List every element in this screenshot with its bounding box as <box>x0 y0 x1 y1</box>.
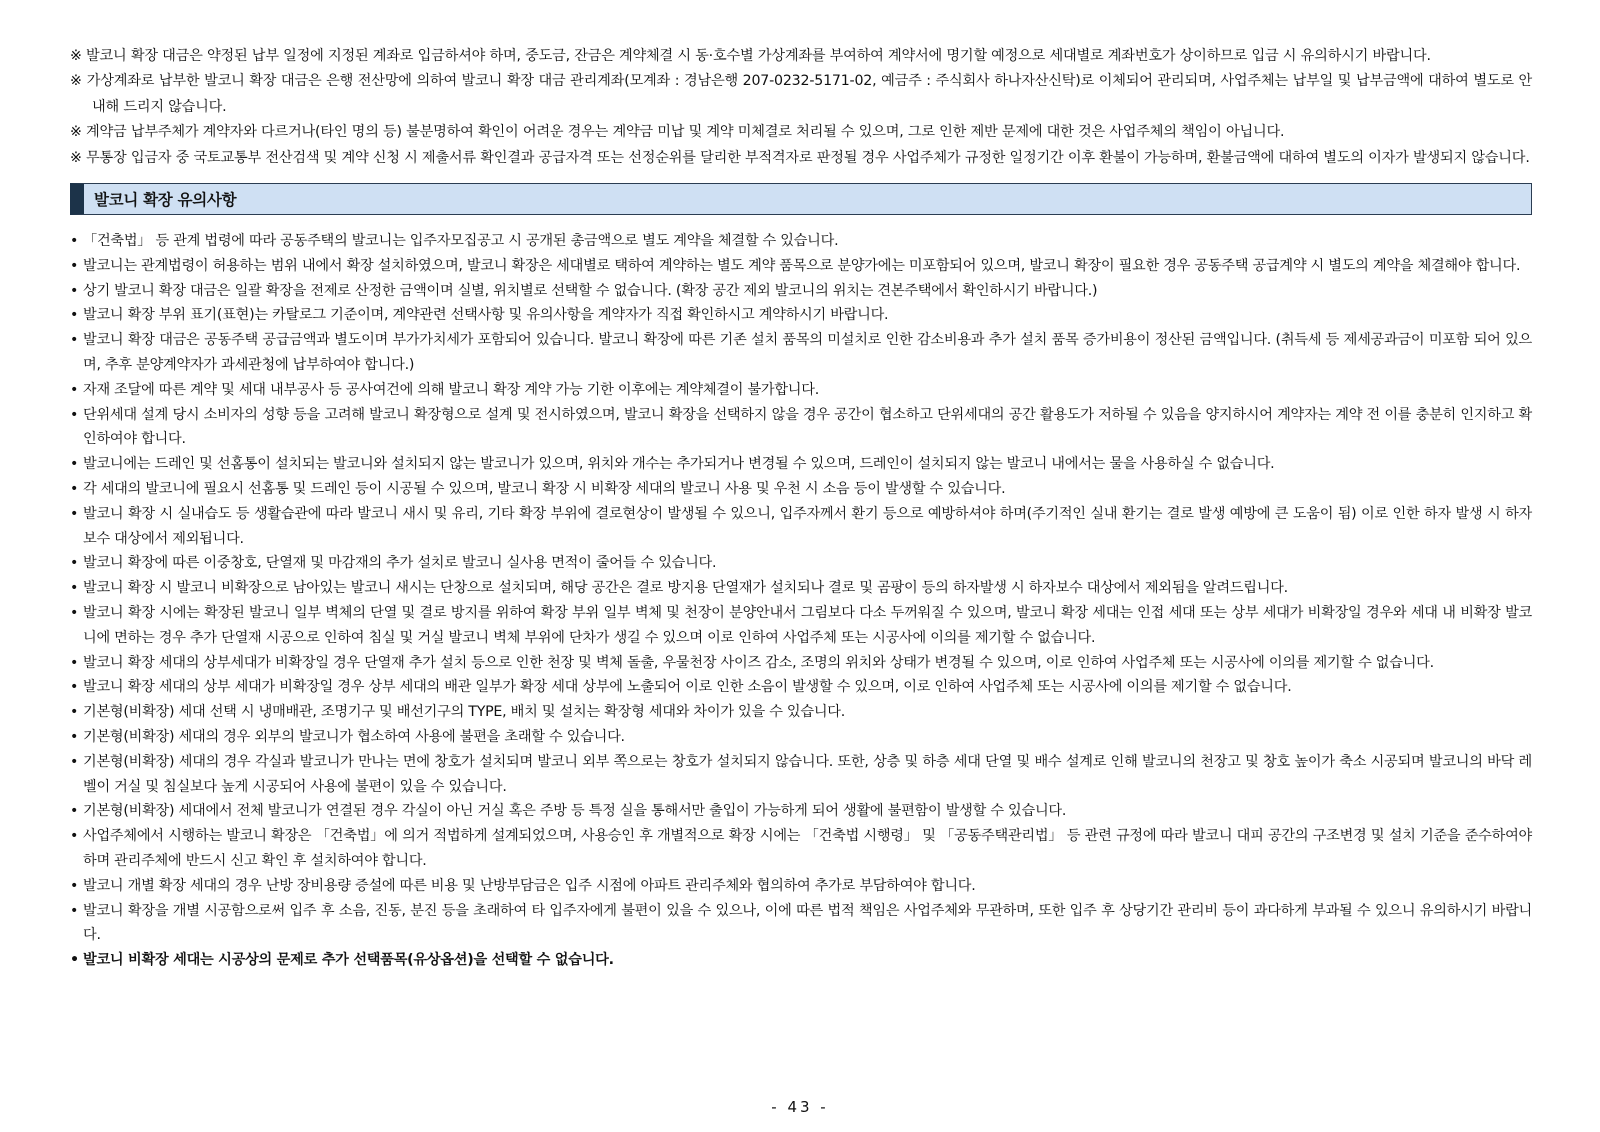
section-title: 발코니 확장 유의사항 <box>94 191 237 210</box>
list-item: • 발코니 확장 부위 표기(표현)는 카탈로그 기준이며, 계약관련 선택사항 및 유의사항을 계약자가 직접 확인하시고 계약하시기 바랍니다. <box>70 307 889 324</box>
list-item: • 기본형(비확장) 세대의 경우 각실과 발코니가 만나는 면에 창호가 설치되며 발코니 외부 쪽으로는 창호가 설치되지 않습니다. 또한, 상층 및 하층 세대 단열 및 배수 설계로 인해 발코니의 천장고 및 창호 높이가 축소 시공되며 발코니의 바닥 레벨이 거실 및 침실보다 높게 시공되어 사용에 불편이 있을 수 있습니다. <box>70 753 1532 795</box>
list-item: • 각 세대의 발코니에 필요시 선홈통 및 드레인 등이 시공될 수 있으며, 발코니 확장 시 비확장 세대의 발코니 사용 및 우천 시 소음 등이 발생할 수 있습니다. <box>70 481 1006 497</box>
list-item: • 발코니에는 드레인 및 선홈통이 설치되는 발코니와 설치되지 않는 발코니가 있으며, 위치와 개수는 추가되거나 변경될 수 있으며, 드레인이 설치되지 않는 발코니 내에서는 물을 사용하실 수 없습니다. <box>70 456 1275 473</box>
note-item: ※ 가상계좌로 납부한 발코니 확장 대금은 은행 전산망에 의하여 발코니 확장 대금 관리계좌(모계좌 : 경남은행 207-0232-5171-02, 예금주 : 주식회사 하나자산신탁)로 이체되어 관리되며, 사업주체는 납부일 및 납부금액에 대하여 별도로 안내해 드리지 않습니다. <box>70 73 1532 115</box>
list-item: • 사업주체에서 시행하는 발코니 확장은 「건축법」에 의거 적법하게 설계되었으며, 사용승인 후 개별적으로 확장 시에는 「건축법 시행령」 및 「공동주택관리법」 등 관련 규정에 따라 발코니 대피 공간의 구조변경 및 설치 기준을 준수하여야 하며 관리주체에 반드시 신고 확인 후 설치하여야 합니다. <box>70 828 1532 869</box>
list-item: • 발코니 확장 시 실내습도 등 생활습관에 따라 발코니 새시 및 유리, 기타 확장 부위에 결로현상이 발생될 수 있으니, 입주자께서 환기 등으로 예방하셔야 하며(주기적인 실내 환기는 결로 발생 예방에 큰 도움이 됨) 이로 인한 하자 발생 시 하자보수 대상에서 제외됩니다. <box>70 505 1532 547</box>
list-item: • 단위세대 설계 당시 소비자의 성향 등을 고려해 발코니 확장형으로 설계 및 전시하였으며, 발코니 확장을 선택하지 않을 경우 공간이 협소하고 단위세대의 공간 활용도가 저하될 수 있음을 양지하시어 계약자는 계약 전 이를 충분히 인지하고 확인하여야 합니다. <box>70 406 1532 448</box>
section-header <box>70 183 1532 215</box>
list-item: • 기본형(비확장) 세대에서 전체 발코니가 연결된 경우 각실이 아닌 거실 혹은 주방 등 특정 실을 통해서만 출입이 가능하게 되어 생활에 불편함이 발생할 수 있습니다. <box>70 803 1067 820</box>
document-page <box>70 44 1532 973</box>
list-item: • 발코니 확장에 따른 이중창호, 단열재 및 마감재의 추가 설치로 발코니 실사용 면적이 줄어들 수 있습니다. <box>70 555 717 572</box>
list-item: • 발코니 확장 세대의 상부세대가 비확장일 경우 단열재 추가 설치 등으로 인한 천장 및 벽체 돌출, 우물천장 사이즈 감소, 조명의 위치와 상태가 변경될 수 있으며, 이로 인하여 사업주체 또는 시공사에 이의를 제기할 수 없습니다. <box>70 654 1434 671</box>
list-item: • 상기 발코니 확장 대금은 일괄 확장을 전제로 산정한 금액이며 실별, 위치별로 선택할 수 없습니다. (확장 공간 제외 발코니의 위치는 견본주택에서 확인하시기 바랍니다.) <box>70 282 1098 299</box>
note-item: ※ 무통장 입금자 중 국토교통부 전산검색 및 계약 신청 시 제출서류 확인결과 공급자격 또는 선정순위를 달리한 부적격자로 판정될 경우 사업주체가 규정한 일정기간 이후 환불이 가능하며, 환불금액에 대하여 별도의 이자가 발생되지 않습니다. <box>70 149 1530 166</box>
notes-block <box>70 44 1532 171</box>
list-item: • 발코니는 관계법령이 허용하는 범위 내에서 확장 설치하였으며, 발코니 확장은 세대별로 택하여 계약하는 별도 계약 품목으로 분양가에는 미포함되어 있으며, 발코니 확장이 필요한 경우 공동주택 공급계약 시 별도의 계약을 체결해야 합니다. <box>70 257 1521 274</box>
list-item: • 발코니 확장 세대의 상부 세대가 비확장일 경우 상부 세대의 배관 일부가 확장 세대 상부에 노출되어 이로 인한 소음이 발생할 수 있으며, 이로 인하여 사업주체 또는 시공사에 이의를 제기할 수 없습니다. <box>70 679 1292 696</box>
list-item: • 기본형(비확장) 세대 선택 시 냉매배관, 조명기구 및 배선기구의 TYPE, 배치 및 설치는 확장형 세대와 차이가 있을 수 있습니다. <box>70 704 846 721</box>
list-item: • 「건축법」 등 관계 법령에 따라 공동주택의 발코니는 입주자모집공고 시 공개된 총금액으로 별도 계약을 체결할 수 있습니다. <box>70 233 839 250</box>
list-item-emphasis: • 발코니 비확장 세대는 시공상의 문제로 추가 선택품목(유상옵션)을 선택할 수 없습니다. <box>70 952 614 969</box>
list-item: • 발코니 확장 대금은 공동주택 공급금액과 별도이며 부가가치세가 포함되어 있습니다. 발코니 확장에 따른 기존 설치 품목의 미설치로 인한 감소비용과 추가 설치 품목 증가비용이 정산된 금액입니다. (취득세 등 제세공과금이 미포함 되어 있으며, 추후 분양계약자가 과세관청에 납부하여야 합니다.) <box>70 332 1532 374</box>
list-item: • 발코니 확장 시에는 확장된 발코니 일부 벽체의 단열 및 결로 방지를 위하여 확장 부위 일부 벽체 및 천장이 분양안내서 그림보다 다소 두꺼워질 수 있으며, 발코니 확장 세대는 인접 세대 또는 상부 세대가 비확장일 경우와 세대 내 비확장 발코니에 면하는 경우 추가 단열재 시공으로 인하여 침실 및 거실 발코니 벽체 부위에 단차가 생길 수 있으며 이로 인하여 사업주체 또는 시공사에 이의를 제기할 수 없습니다. <box>70 604 1532 646</box>
list-item: • 발코니 확장을 개별 시공함으로써 입주 후 소음, 진동, 분진 등을 초래하여 타 입주자에게 불편이 있을 수 있으나, 이에 따른 법적 책임은 사업주체와 무관하며, 또한 입주 후 상당기간 관리비 등이 과다하게 부과될 수 있으니 유의하시기 바랍니다. <box>70 902 1532 944</box>
list-item: • 자재 조달에 따른 계약 및 세대 내부공사 등 공사여건에 의해 발코니 확장 계약 가능 기한 이후에는 계약체결이 불가합니다. <box>70 381 819 398</box>
note-item: ※ 발코니 확장 대금은 약정된 납부 일정에 지정된 계좌로 입금하셔야 하며, 중도금, 잔금은 계약체결 시 동·호수별 가상계좌를 부여하여 계약서에 명기할 예정으로 세대별로 계좌번호가 상이하므로 입금 시 유의하시기 바랍니다. <box>70 48 1431 64</box>
list-item: • 발코니 개별 확장 세대의 경우 난방 장비용량 증설에 따른 비용 및 난방부담금은 입주 시점에 아파트 관리주체와 협의하여 추가로 부담하여야 합니다. <box>70 877 976 894</box>
list-item: • 기본형(비확장) 세대의 경우 외부의 발코니가 협소하여 사용에 불편을 초래할 수 있습니다. <box>70 728 625 745</box>
bullet-list <box>70 229 1532 973</box>
page-number: - 43 - <box>771 1098 829 1116</box>
note-item: ※ 계약금 납부주체가 계약자와 다르거나(타인 명의 등) 불분명하여 확인이 어려운 경우는 계약금 미납 및 계약 미체결로 처리될 수 있으며, 그로 인한 제반 문제에 대한 것은 사업주체의 책임이 아닙니다. <box>70 124 1285 141</box>
list-item: • 발코니 확장 시 발코니 비확장으로 남아있는 발코니 새시는 단창으로 설치되며, 해당 공간은 결로 방지용 단열재가 설치되나 결로 및 곰팡이 등의 하자발생 시 하자보수 대상에서 제외됨을 알려드립니다. <box>70 580 1288 597</box>
